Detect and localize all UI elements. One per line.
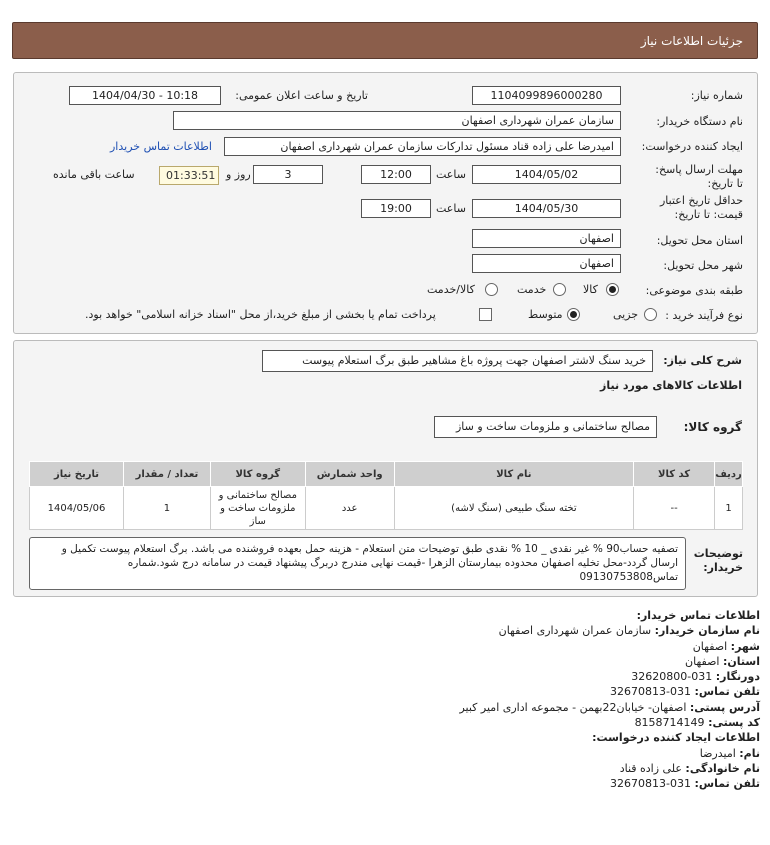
notes-box: تصفیه حساب90 % غیر نقدی _ 10 % نقدی طبق توضیحات متن استعلام - هزینه حمل بعهده فروشنده می باشد. برگ استعلام پیوست تکمیل و ارسال گردد-محل تخلیه اصفهان محدوده بیمارستان الزهرا -قیمت نهایی مندرج دربرگ پیشنهاد قیمت در سامانه درج شود.شماره تماس09130753808	[29, 537, 686, 590]
creator-name-label: نام:	[739, 746, 760, 760]
cell-group: مصالح ساختمانی و ملزومات ساخت و ساز	[210, 487, 305, 530]
contact-city-label: شهر:	[730, 639, 760, 653]
days-field[interactable]: 3	[253, 165, 323, 184]
province-label: استان محل تحویل:	[656, 234, 743, 247]
creator-family: علی زاده قناد	[619, 761, 682, 775]
process-label: نوع فرآیند خرید :	[665, 309, 743, 322]
contact-phone-label: تلفن تماس:	[694, 685, 760, 699]
buyer-org-label: نام دستگاه خریدار:	[656, 115, 743, 128]
contact-info	[20, 608, 760, 792]
treasury-text: پرداخت تمام یا بخشی از مبلغ خرید،از محل "اسناد خزانه اسلامی" خواهد بود.	[85, 308, 436, 321]
announce-label: تاریخ و ساعت اعلان عمومی:	[235, 89, 368, 102]
deadline-time-field[interactable]: 12:00	[361, 165, 431, 184]
notes-label: توضیحات خریدار:	[693, 547, 743, 574]
contact-fax-label: دورنگار:	[715, 670, 760, 684]
process-option-medium: متوسط	[528, 308, 563, 321]
category-radio-service[interactable]	[553, 283, 566, 296]
need-number-field[interactable]: 1104099896000280	[472, 86, 621, 105]
validity-date-field[interactable]: 1404/05/30	[472, 199, 621, 218]
contact-postal-label: کد پستی:	[708, 716, 760, 730]
province-field[interactable]: اصفهان	[472, 229, 621, 248]
creator-label: ایجاد کننده درخواست:	[641, 140, 743, 153]
creator-phone: 031-32670813	[610, 777, 692, 791]
city-label: شهر محل تحویل:	[663, 259, 743, 272]
process-option-minor: جزیی	[613, 308, 639, 321]
contact-fax: 031-32620800	[631, 670, 713, 684]
category-option-goods: کالا	[583, 283, 598, 296]
announce-field[interactable]: 1404/04/30 - 10:18	[69, 86, 221, 105]
page-header	[12, 22, 758, 59]
validity-time-word: ساعت	[436, 202, 466, 215]
goods-group-label: گروه کالا:	[683, 420, 742, 434]
contact-province-label: استان:	[723, 654, 760, 668]
deadline-label: مهلت ارسال پاسخ: تا تاریخ:	[655, 163, 743, 190]
cell-row: 1	[715, 487, 743, 530]
category-radio-goods[interactable]	[606, 283, 619, 296]
creator-phone-label: تلفن تماس:	[694, 777, 760, 791]
deadline-time-word: ساعت	[436, 168, 466, 181]
category-option-service: خدمت	[517, 283, 547, 296]
creator-field[interactable]: امیدرضا علی زاده قناد مسئول تدارکات سازمان عمران شهرداری اصفهان	[224, 137, 621, 156]
deadline-date-field[interactable]: 1404/05/02	[472, 165, 621, 184]
validity-time-field[interactable]: 19:00	[361, 199, 431, 218]
contact-org-label: نام سازمان خریدار:	[654, 624, 760, 638]
creator-info-title: اطلاعات ایجاد کننده درخواست:	[592, 731, 760, 745]
contact-province: اصفهان	[685, 654, 720, 668]
cell-qty: 1	[123, 487, 210, 530]
table-row[interactable]	[30, 487, 743, 530]
cell-code: --	[634, 487, 715, 530]
col-qty: تعداد / مقدار	[123, 462, 210, 487]
contact-postal: 8158714149	[634, 716, 705, 730]
remaining-label: ساعت باقی مانده	[53, 168, 135, 181]
cell-name: تخته سنگ طبیعی (سنگ لاشه)	[394, 487, 634, 530]
contact-city: اصفهان	[692, 639, 728, 653]
creator-family-label: نام خانوادگی:	[685, 761, 760, 775]
col-group: گروه کالا	[210, 462, 305, 487]
process-radio-minor[interactable]	[644, 308, 657, 321]
col-row: ردیف	[715, 462, 743, 487]
contact-org: سازمان عمران شهرداری اصفهان	[498, 624, 652, 638]
contact-phone: 031-32670813	[610, 685, 692, 699]
creator-name: امیدرضا	[699, 746, 736, 760]
need-number-label: شماره نیاز:	[690, 89, 743, 102]
category-label: طبقه بندی موضوعی:	[645, 284, 743, 297]
days-word: روز و	[226, 168, 251, 181]
contact-title: اطلاعات تماس خریدار:	[636, 609, 760, 622]
process-radio-medium[interactable]	[567, 308, 580, 321]
buyer-org-field[interactable]: سازمان عمران شهرداری اصفهان	[173, 111, 621, 130]
buyer-contact-link[interactable]: اطلاعات تماس خریدار	[110, 140, 212, 153]
goods-table	[29, 461, 743, 530]
remaining-timer: 01:33:51	[159, 166, 219, 185]
goods-section-title: اطلاعات کالاهای مورد نیاز	[600, 379, 742, 392]
validity-label: حداقل تاریخ اعتبار قیمت: تا تاریخ:	[659, 194, 743, 221]
col-unit: واحد شمارش	[305, 462, 394, 487]
contact-address-label: آدرس پستی:	[689, 700, 760, 714]
cell-date: 1404/05/06	[30, 487, 124, 530]
page-title: جزئیات اطلاعات نیاز	[640, 34, 743, 48]
cell-unit: عدد	[305, 487, 394, 530]
col-name: نام کالا	[394, 462, 634, 487]
col-code: کد کالا	[634, 462, 715, 487]
category-option-both: کالا/خدمت	[427, 283, 475, 296]
treasury-checkbox[interactable]	[479, 308, 492, 321]
goods-group-field[interactable]: مصالح ساختمانی و ملزومات ساخت و ساز	[434, 416, 657, 438]
summary-field[interactable]: خرید سنگ لاشتر اصفهان جهت پروژه باغ مشاهیر طبق برگ استعلام پیوست	[262, 350, 653, 372]
col-date: تاریخ نیاز	[30, 462, 124, 487]
contact-address: اصفهان- خیابان22بهمن - مجموعه اداری امیر کبیر	[459, 700, 687, 714]
summary-label: شرح کلی نیاز:	[663, 354, 742, 367]
category-radio-both[interactable]	[485, 283, 498, 296]
city-field[interactable]: اصفهان	[472, 254, 621, 273]
